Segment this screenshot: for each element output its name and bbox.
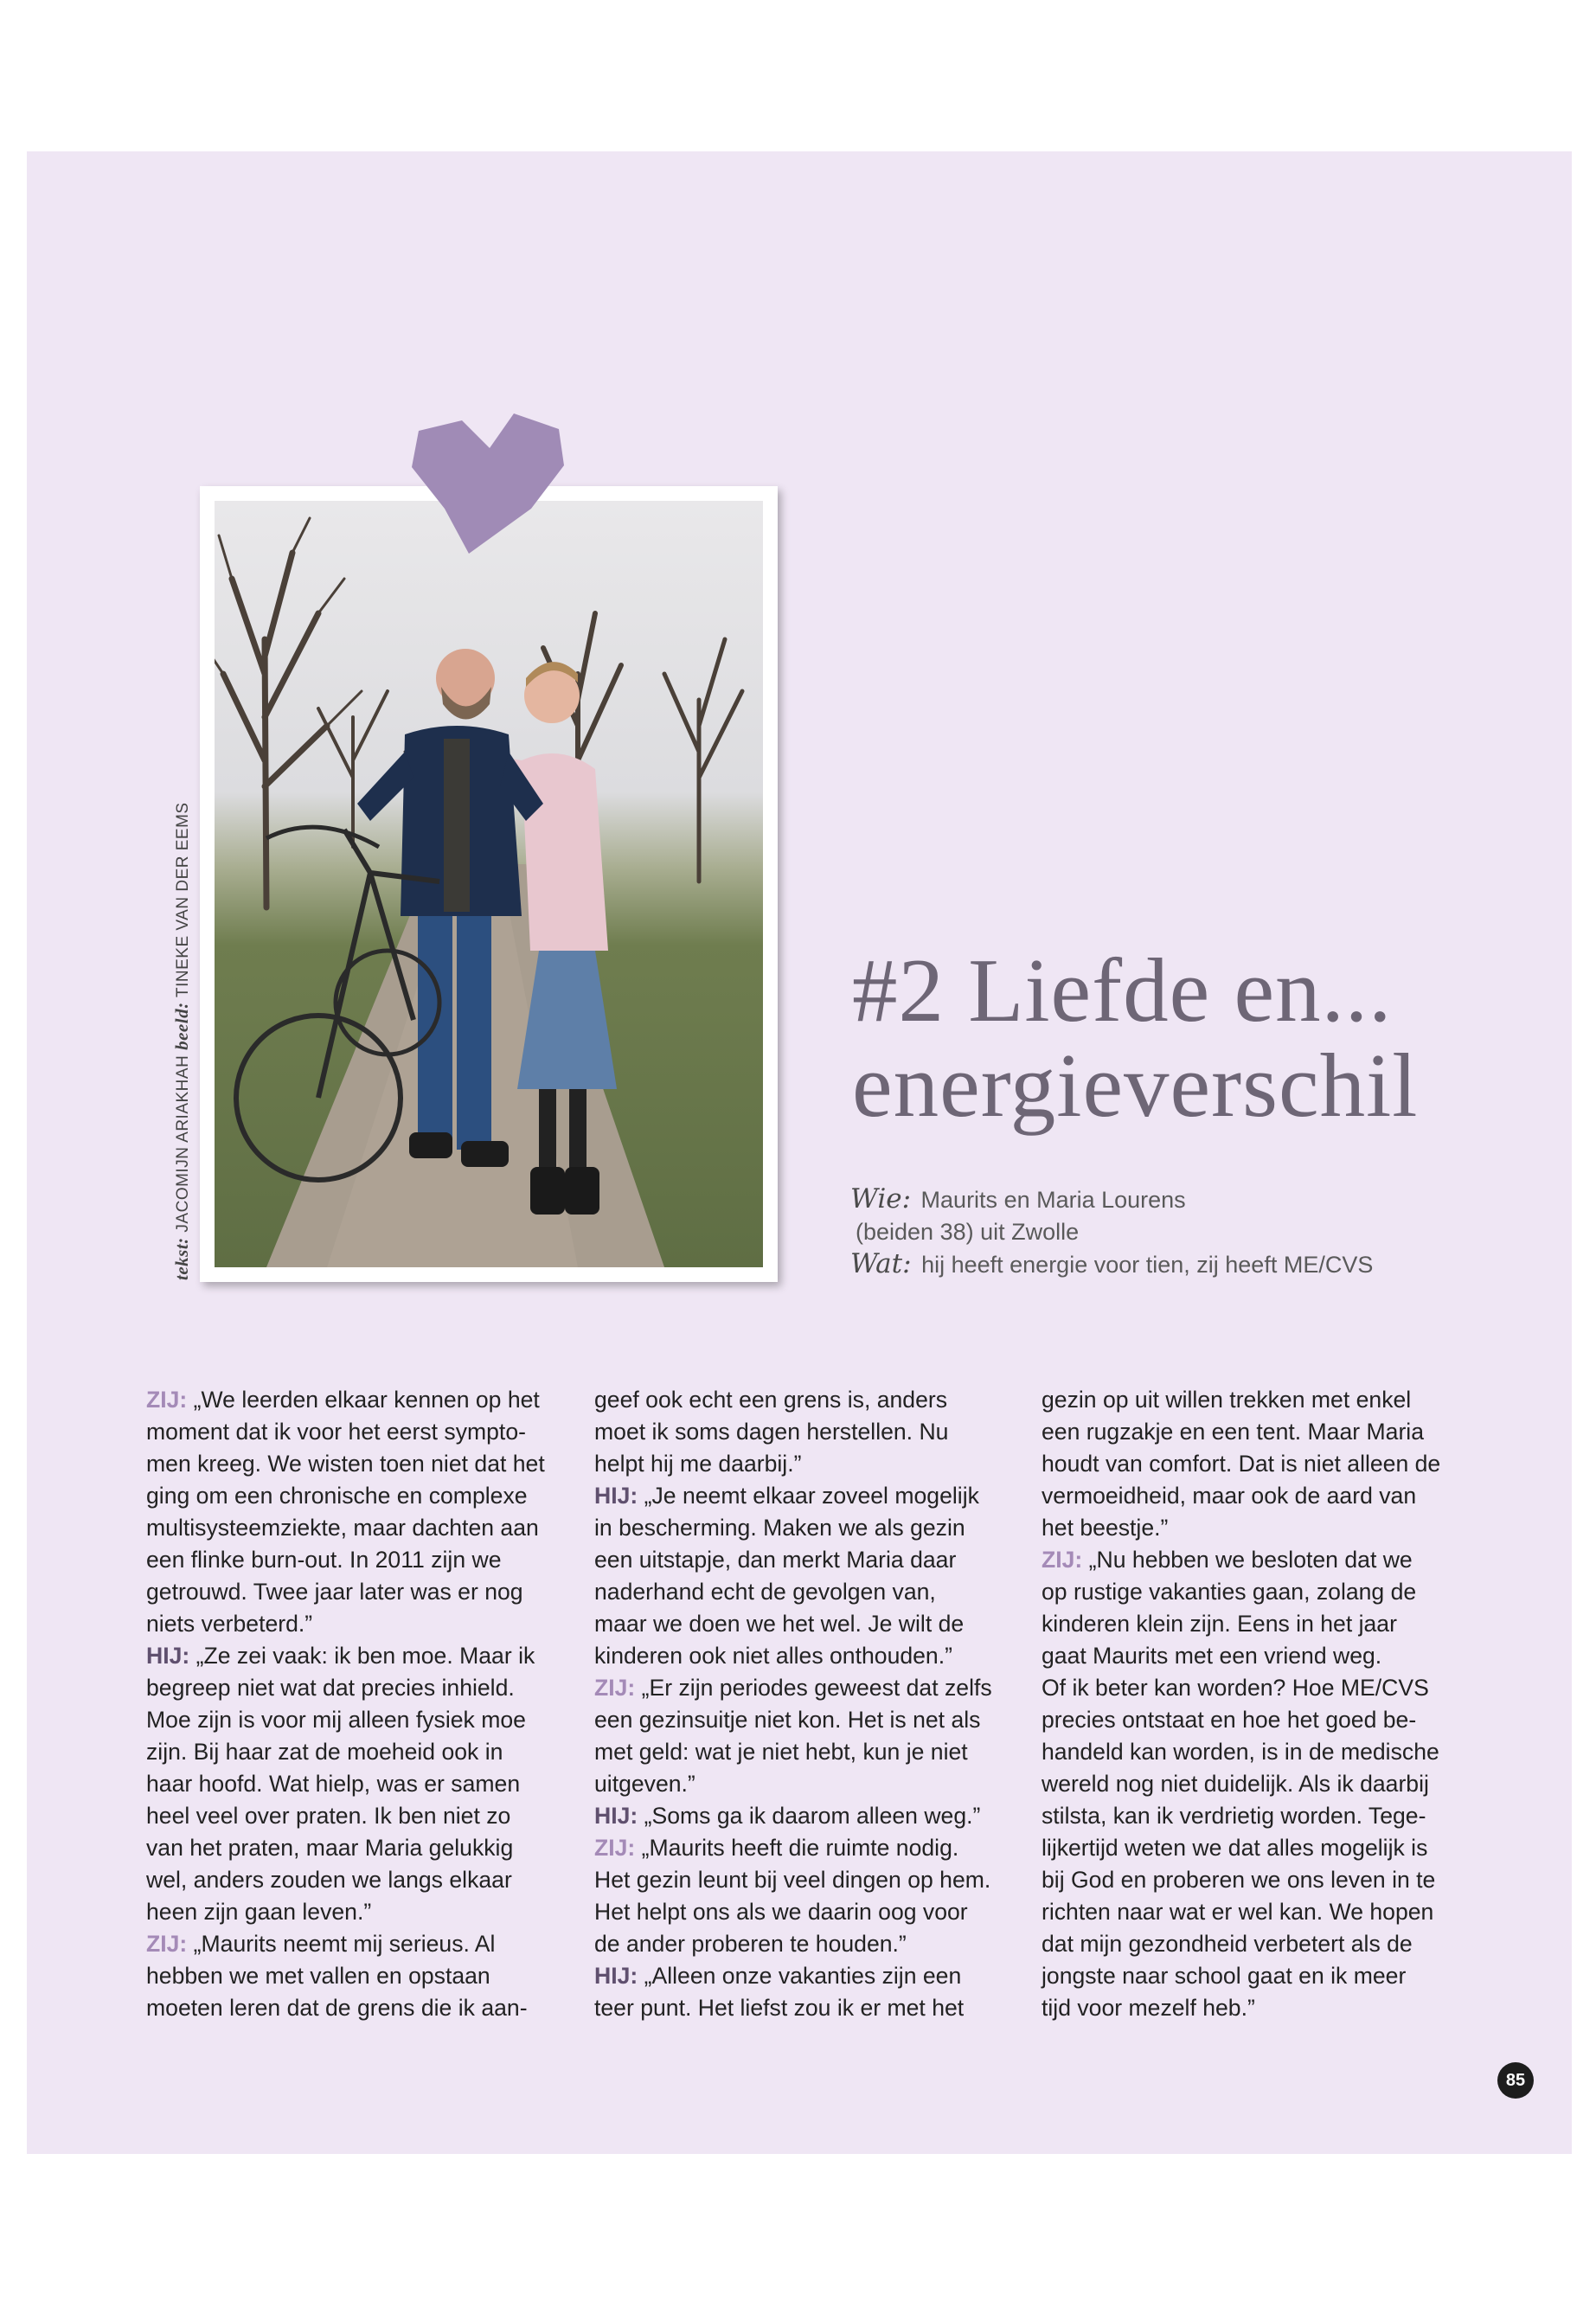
column-line: een rugzakje en een tent. Maar Maria [1042, 1419, 1425, 1445]
column-line: teer punt. Het liefst zou ik er met het [594, 1995, 965, 2021]
title-line-2: energieverschil [852, 1035, 1419, 1136]
column-line: „We leerden elkaar kennen op het [193, 1387, 540, 1413]
column-line: „Maurits neemt mij serieus. Al [193, 1931, 496, 1957]
speaker-zij: ZIJ: [594, 1835, 636, 1861]
column-line: „Ze zei vaak: ik ben moe. Maar ik [195, 1643, 535, 1669]
column-line: uitgeven.” [594, 1771, 695, 1797]
column-line: handeld kan worden, is in de medische [1042, 1739, 1439, 1765]
column-line: „Alleen onze vakanties zijn een [644, 1963, 962, 1989]
wat-text: hij heeft energie voor tien, zij heeft ME/CVS [921, 1252, 1374, 1278]
credit-text-label: tekst: [171, 1237, 192, 1280]
column-line: naderhand echt de gevolgen van, [594, 1579, 936, 1605]
column-line: kinderen klein zijn. Eens in het jaar [1042, 1611, 1397, 1637]
column-line: „Soms ga ik daarom alleen weg.” [644, 1803, 981, 1829]
column-line: gezin op uit willen trekken met enkel [1042, 1387, 1412, 1413]
speaker-zij: ZIJ: [146, 1931, 188, 1957]
heart-icon [410, 413, 567, 556]
column-line: hebben we met vallen en opstaan [146, 1963, 490, 1989]
column-line: bij God en proberen we ons leven in te [1042, 1867, 1436, 1893]
column-line: geef ook echt een grens is, anders [594, 1387, 948, 1413]
wie-line-1: Maurits en Maria Lourens [920, 1187, 1186, 1213]
column-line: Het gezin leunt bij veel dingen op hem. [594, 1867, 991, 1893]
speaker-hij: HIJ: [594, 1483, 638, 1509]
column-line: „Nu hebben we besloten dat we [1088, 1547, 1413, 1573]
title-line-1: #2 Liefde en... [852, 939, 1393, 1041]
column-line: een uitstapje, dan merkt Maria daar [594, 1547, 957, 1573]
column-line: een flinke burn-out. In 2011 zijn we [146, 1547, 502, 1573]
column-line: dat mijn gezondheid verbetert als de [1042, 1931, 1413, 1957]
column-line: van het praten, maar Maria gelukkig [146, 1835, 514, 1861]
speaker-hij: HIJ: [594, 1963, 638, 1989]
page-number: 85 [1497, 2062, 1534, 2099]
column-line: met geld: wat je niet hebt, kun je niet [594, 1739, 968, 1765]
couple-with-bicycle-photo [215, 501, 763, 1267]
column-line: heel veel over praten. Ik ben niet zo [146, 1803, 511, 1829]
column-line: wel, anders zouden we langs elkaar [146, 1867, 512, 1893]
column-line: houdt van comfort. Dat is niet alleen de [1042, 1451, 1441, 1477]
speaker-zij: ZIJ: [146, 1387, 188, 1413]
speaker-hij: HIJ: [594, 1803, 638, 1829]
column-line: stilsta, kan ik verdrietig worden. Tege- [1042, 1803, 1426, 1829]
wie-line-2: (beiden 38) uit Zwolle [856, 1219, 1080, 1245]
column-line: moment dat ik voor het eerst sympto- [146, 1419, 526, 1445]
article-title [852, 939, 1544, 1136]
column-line: men kreeg. We wisten toen niet dat het [146, 1451, 545, 1477]
photo-frame [200, 486, 778, 1282]
speaker-zij: ZIJ: [1042, 1547, 1083, 1573]
column-line: de ander proberen te houden.” [594, 1931, 907, 1957]
wie-label: Wie: [850, 1183, 912, 1215]
article-meta [850, 1183, 1373, 1281]
column-line: zijn. Bij haar zat de moeheid ook in [146, 1739, 503, 1765]
column-line: begreep niet wat dat precies inhield. [146, 1675, 515, 1701]
column-line: precies ontstaat en hoe het goed be- [1042, 1707, 1417, 1733]
credit-text-name: JACOMIJN ARIAKHAH [174, 1054, 192, 1233]
column-line: helpt hij me daarbij.” [594, 1451, 802, 1477]
column-line: „Maurits heeft die ruimte nodig. [641, 1835, 959, 1861]
column-line: heen zijn gaan leven.” [146, 1899, 372, 1925]
column-line: het beestje.” [1042, 1515, 1169, 1541]
column-line: Het helpt ons als we daarin oog voor [594, 1899, 968, 1925]
speaker-zij: ZIJ: [594, 1675, 636, 1701]
column-line: Moe zijn is voor mij alleen fysiek moe [146, 1707, 526, 1733]
column-line: richten naar wat er wel kan. We hopen [1042, 1899, 1434, 1925]
photo-credit [171, 802, 193, 1280]
wat-label: Wat: [850, 1248, 912, 1279]
column-line: vermoeidheid, maar ook de aard van [1042, 1483, 1417, 1509]
column-line: kinderen ook niet alles onthouden.” [594, 1643, 952, 1669]
text-column-3 [1042, 1384, 1457, 2024]
text-column-2 [594, 1384, 1010, 2024]
column-line: een gezinsuitje niet kon. Het is net als [594, 1707, 981, 1733]
text-column-1 [146, 1384, 561, 2024]
credit-image-label: beeld: [171, 1002, 192, 1050]
column-line: tijd voor mezelf heb.” [1042, 1995, 1255, 2021]
column-line: jongste naar school gaat en ik meer [1042, 1963, 1407, 1989]
column-line: in bescherming. Maken we als gezin [594, 1515, 965, 1541]
column-line: moeten leren dat de grens die ik aan- [146, 1995, 528, 2021]
column-line: Of ik beter kan worden? Hoe ME/CVS [1042, 1675, 1429, 1701]
column-line: lijkertijd weten we dat alles mogelijk is [1042, 1835, 1428, 1861]
column-line: „Je neemt elkaar zoveel mogelijk [644, 1483, 979, 1509]
column-line: moet ik soms dagen herstellen. Nu [594, 1419, 949, 1445]
column-line: op rustige vakanties gaan, zolang de [1042, 1579, 1417, 1605]
credit-image-name: TINEKE VAN DER EEMS [174, 802, 192, 997]
column-line: gaat Maurits met een vriend weg. [1042, 1643, 1382, 1669]
column-line: „Er zijn periodes geweest dat zelfs [641, 1675, 992, 1701]
column-line: maar we doen we het wel. Je wilt de [594, 1611, 965, 1637]
column-line: wereld nog niet duidelijk. Als ik daarbij [1042, 1771, 1429, 1797]
column-line: ging om een chronische en complexe [146, 1483, 528, 1509]
speaker-hij: HIJ: [146, 1643, 190, 1669]
column-line: multisysteemziekte, maar dachten aan [146, 1515, 539, 1541]
column-line: haar hoofd. Wat hielp, was er samen [146, 1771, 521, 1797]
column-line: getrouwd. Twee jaar later was er nog [146, 1579, 523, 1605]
column-line: niets verbeterd.” [146, 1611, 313, 1637]
